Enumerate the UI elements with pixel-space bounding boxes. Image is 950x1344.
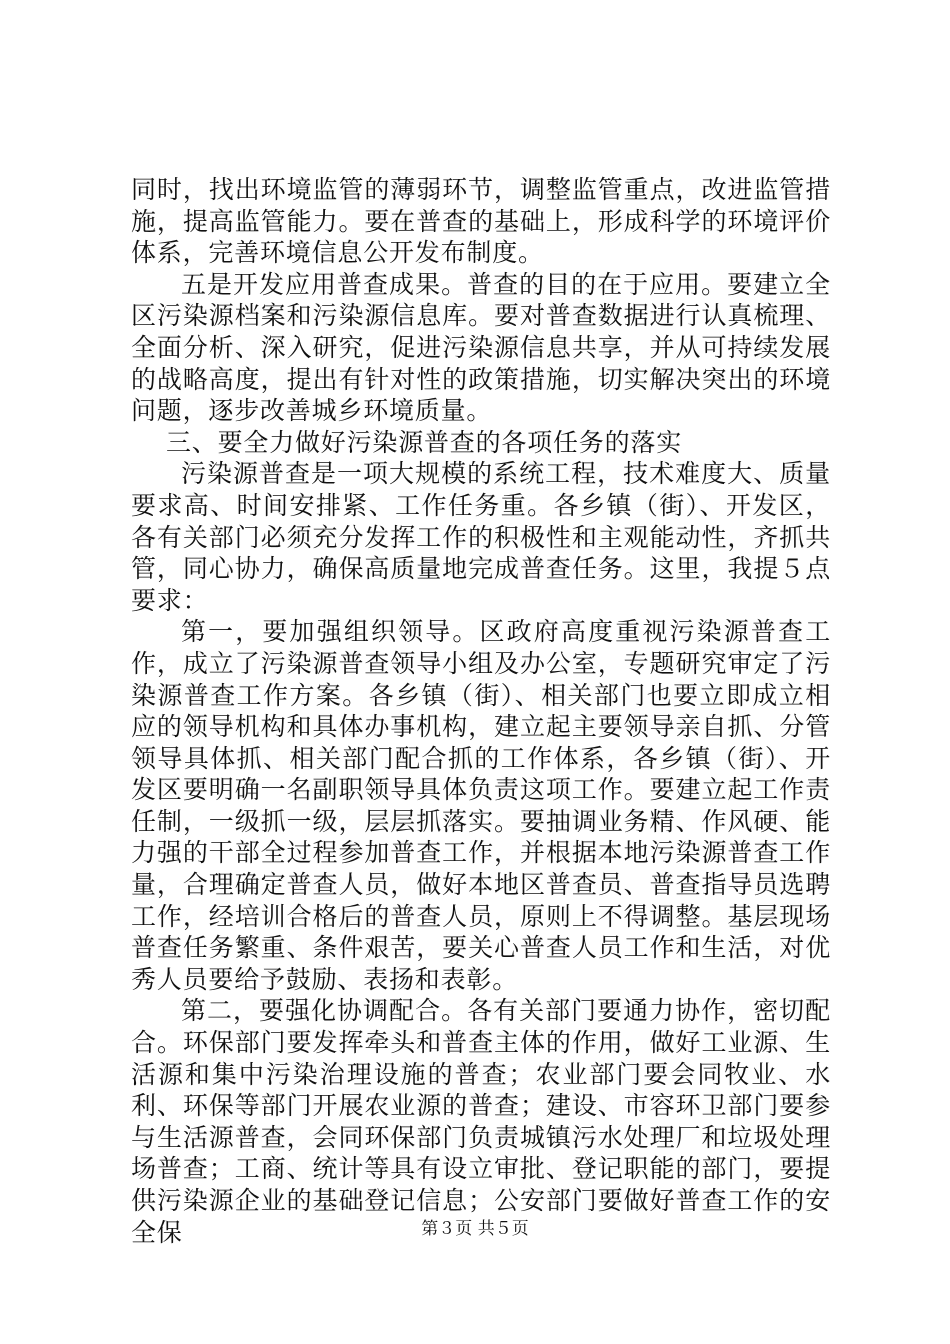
paragraph-item-five: 五是开发应用普查成果。普查的目的在于应用。要建立全区污染源档案和污染源信息库。要对普查数据进行认真梳理、全面分析、深入研究，促进污染源信息共享，并从可持续发展的战略高度，提出有针对性的政策措施，切实解决突出的环境问题，逐步改善城乡环境质量。: [131, 269, 831, 426]
page-number-footer: 第３页 共５页: [421, 1219, 529, 1239]
section-heading-three: 三、要全力做好污染源普查的各项任务的落实: [166, 427, 683, 457]
paragraph-requirement-two: 第二，要强化协调配合。各有关部门要通力协作，密切配合。环保部门要发挥牵头和普查主体的作用，做好工业源、生活源和集中污染治理设施的普查；农业部门要会同牧业、水利、环保等部门开展农业源的普查；建设、市容环卫部门要参与生活源普查，会同环保部门负责城镇污水处理厂和垃圾处理场普查；工商、统计等具有设立审批、登记职能的部门，要提供污染源企业的基础登记信息；公安部门要做好普查工作的安全保: [131, 996, 831, 1247]
paragraph-continuation: 同时，找出环境监管的薄弱环节，调整监管重点，改进监管措施，提高监管能力。要在普查的基础上，形成科学的环境评价体系，完善环境信息公开发布制度。: [131, 175, 831, 268]
paragraph-requirement-one: 第一，要加强组织领导。区政府高度重视污染源普查工作，成立了污染源普查领导小组及办公室，专题研究审定了污染源普查工作方案。各乡镇（街）、相关部门也要立即成立相应的领导机构和具体办事机构，建立起主要领导亲自抓、分管领导具体抓、相关部门配合抓的工作体系，各乡镇（街）、开发区要明确一名副职领导具体负责这项工作。要建立起工作责任制，一级抓一级，层层抓落实。要抽调业务精、作风硬、能力强的干部全过程参加普查工作，并根据本地污染源普查工作量，合理确定普查人员，做好本地区普查员、普查指导员选聘工作，经培训合格后的普查人员，原则上不得调整。基层现场普查任务繁重、条件艰苦，要关心普查人员工作和生活，对优秀人员要给予鼓励、表扬和表彰。: [131, 617, 831, 994]
paragraph-section-intro: 污染源普查是一项大规模的系统工程，技术难度大、质量要求高、时间安排紧、工作任务重。各乡镇（街）、开发区，各有关部门必须充分发挥工作的积极性和主观能动性，齐抓共管，同心协力，确保高质量地完成普查任务。这里，我提５点要求：: [131, 459, 831, 615]
document-body: [131, 174, 831, 1248]
